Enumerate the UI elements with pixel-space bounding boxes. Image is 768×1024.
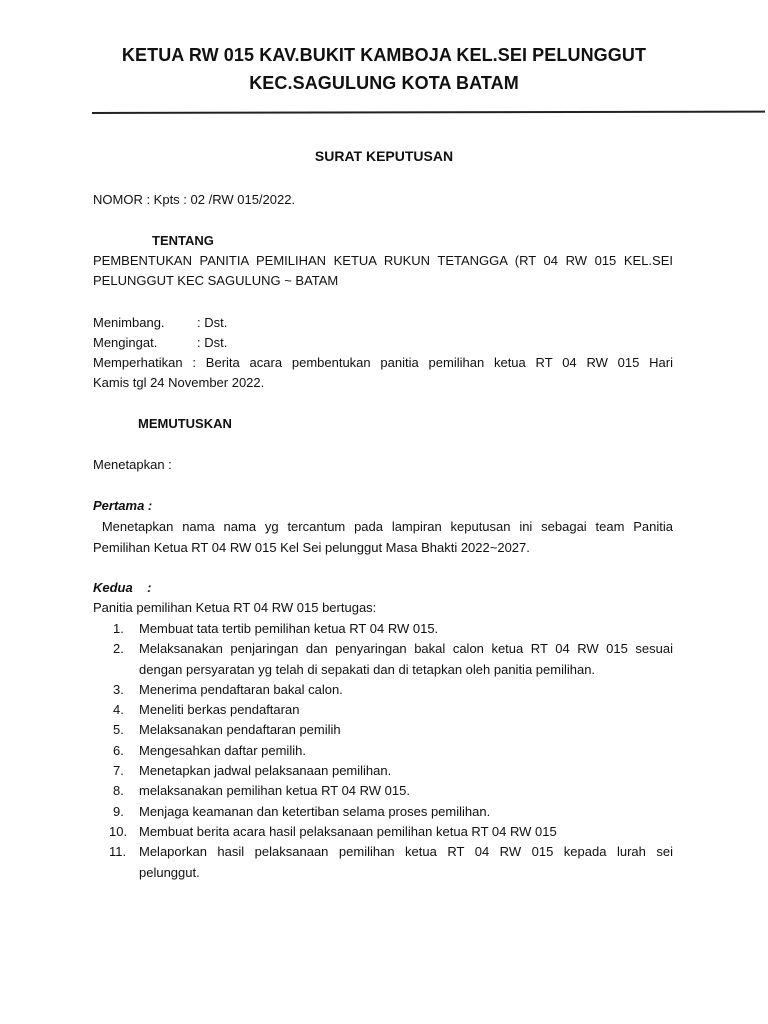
list-item-text: Menjaga keamanan dan ketertiban selama proses pemilihan. [139,803,491,819]
letterhead-divider [92,111,765,114]
list-item-number: 1. [113,621,124,636]
list-item-text: Menerima pendaftaran bakal calon. [139,681,343,697]
list-item [93,700,673,720]
list-item-text-continued: dengan persyaratan yg telah di sepakati dan di tetapkan oleh panitia pemilihan. [139,661,596,677]
list-item-text: Melaksanakan pendaftaran pemilih [139,722,341,738]
pertama-line-2: Pemilihan Ketua RT 04 RW 015 Kel Sei pelunggut Masa Bhakti 2022~2027. [93,540,530,555]
mengingat-label: Mengingat. [93,335,158,350]
list-item [93,761,673,781]
list-item-number: 2. [113,641,124,657]
memperhatikan-line-1: Memperhatikan : Berita acara pembentukan panitia pemilihan ketua RT 04 RW 015 Hari [93,355,673,370]
list-item-number: 8. [113,783,124,799]
tentang-line-2: PELUNGGUT KEC SAGULUNG ~ BATAM [93,273,339,288]
list-item [93,619,673,639]
document-number: NOMOR : Kpts : 02 /RW 015/2022. [93,192,296,207]
letterhead-line-2: KEC.SAGULUNG KOTA BATAM [249,73,519,93]
list-item [93,781,673,801]
list-item-text-continued: pelunggut. [139,864,200,880]
list-item [93,842,673,883]
list-item-text: Melaksanakan penjaringan dan penyaringan bakal calon ketua RT 04 RW 015 sesuai [139,641,673,657]
list-item-number: 11. [109,844,127,860]
list-item-text: Menetapkan jadwal pelaksanaan pemilihan. [139,763,392,779]
list-item-number: 9. [113,803,124,819]
kedua-intro: Panitia pemilihan Ketua RT 04 RW 015 bertugas: [93,600,377,615]
list-item-text: Membuat tata tertib pemilihan ketua RT 04 RW 015. [139,621,439,636]
document-title: SURAT KEPUTUSAN [314,148,454,164]
list-item-text: Melaporkan hasil pelaksanaan pemilihan ketua RT 04 RW 015 kepada lurah sei [139,844,673,860]
list-item-text: melaksanakan pemilihan ketua RT 04 RW 015. [139,783,410,799]
list-item-text: Meneliti berkas pendaftaran [139,702,300,718]
menetapkan-label: Menetapkan : [93,457,172,472]
list-item-number: 10. [109,823,128,839]
menimbang-value: : Dst. [197,315,228,330]
letterhead-line-1: KETUA RW 015 KAV.BUKIT KAMBOJA KEL.SEI PELUNGGUT [121,45,647,65]
list-item [93,720,673,740]
list-item-number: 5. [113,722,124,738]
list-item-text: Membuat berita acara hasil pelaksanaan pemilihan ketua RT 04 RW 015 [139,823,557,839]
list-item [93,802,673,822]
list-item-number: 4. [113,702,124,718]
tentang-line-1: PEMBENTUKAN PANITIA PEMILIHAN KETUA RUKUN TETANGGA (RT 04 RW 015 KEL.SEI [93,253,673,268]
list-item [93,639,673,680]
menimbang-label: Menimbang. [93,315,165,330]
task-list [93,619,673,883]
memperhatikan-line-2: Kamis tgl 24 November 2022. [93,375,265,390]
list-item-number: 7. [113,763,124,779]
pertama-label: Pertama : [93,498,153,513]
tentang-heading: TENTANG [152,233,214,248]
list-item-number: 3. [113,681,124,697]
kedua-label: Kedua : [93,580,152,595]
mengingat-value: : Dst. [197,335,228,350]
menimbang-row [93,313,227,333]
list-item [93,680,673,700]
pertama-line-1: Menetapkan nama nama yg tercantum pada lampiran keputusan ini sebagai team Panitia [93,519,673,534]
mengingat-row [93,333,227,353]
list-item-text: Mengesahkan daftar pemilih. [139,742,306,758]
list-item [93,741,673,761]
list-item [93,822,673,842]
memutuskan-heading: MEMUTUSKAN [138,416,232,431]
list-item-number: 6. [113,742,124,758]
